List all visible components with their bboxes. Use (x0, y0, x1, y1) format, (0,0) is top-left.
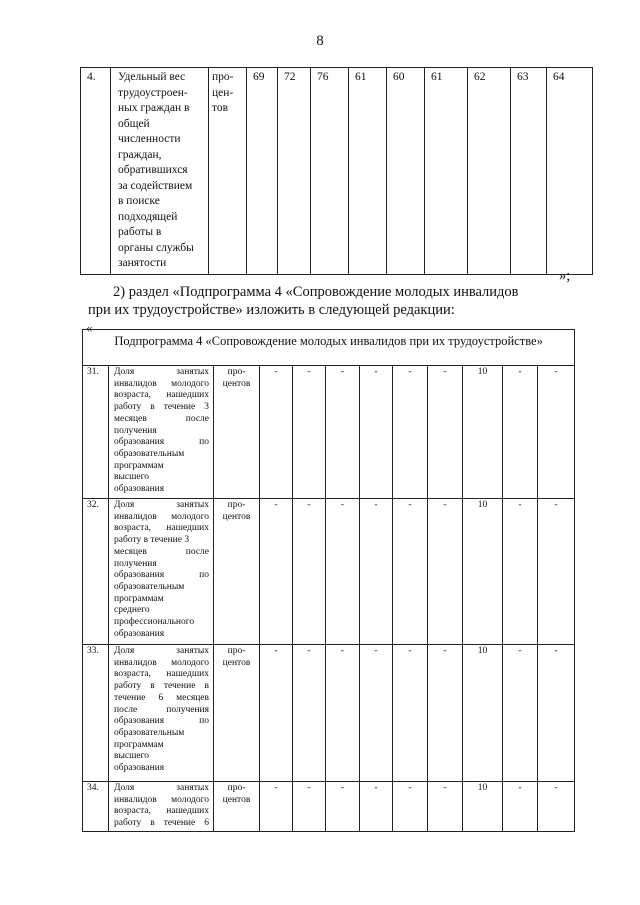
unit-cell: про- центов (214, 782, 260, 832)
value-cell: - (326, 645, 360, 782)
value-cell: - (260, 645, 293, 782)
value-cell: - (393, 782, 428, 832)
value-cell: - (260, 499, 293, 645)
table-row (83, 499, 575, 645)
value-cell: - (293, 499, 326, 645)
value-cell: - (326, 366, 360, 499)
value-cell: - (503, 366, 538, 499)
indicator-table-1 (80, 67, 593, 275)
value-cell: - (326, 499, 360, 645)
value-cell: - (428, 366, 463, 499)
value-cell: - (538, 366, 575, 499)
value-cell: 69 (247, 68, 278, 275)
value-cell: - (538, 645, 575, 782)
value-cell: - (538, 499, 575, 645)
value-cell: - (538, 782, 575, 832)
subprogram-title: Подпрограмма 4 «Сопровождение молодых инвалидов при их трудоустройстве» (83, 330, 575, 366)
value-cell: - (293, 366, 326, 499)
row-number: 4. (81, 68, 111, 275)
value-cell: 10 (463, 366, 503, 499)
value-cell: - (428, 782, 463, 832)
value-cell: - (293, 782, 326, 832)
value-cell: 63 (511, 68, 547, 275)
value-cell: 10 (463, 499, 503, 645)
value-cell: - (393, 645, 428, 782)
paragraph-line-1: 2) раздел «Подпрограмма 4 «Сопровождение молодых инвалидов (113, 284, 519, 300)
unit-cell: про- центов (214, 366, 260, 499)
value-cell: - (393, 366, 428, 499)
unit-cell: про- центов (214, 645, 260, 782)
value-cell: - (360, 366, 393, 499)
unit-cell: про- цен- тов (209, 68, 247, 275)
value-cell: - (360, 645, 393, 782)
table-row (83, 366, 575, 499)
value-cell: - (503, 645, 538, 782)
value-cell: - (428, 645, 463, 782)
value-cell: 76 (311, 68, 349, 275)
value-cell: - (503, 782, 538, 832)
value-cell: 10 (463, 782, 503, 832)
value-cell: - (326, 782, 360, 832)
indicator-description: Доля занятых инвалидов молодого возраста, нашедших работу в течение 3 месяцев после получения образования по образовательным программам среднего профессионального образования (109, 499, 214, 645)
indicator-description: Удельный вес трудоустроен- ных граждан в общей численности граждан, обратившихся за содействием в поиске подходящей работы в органы службы занятости (111, 68, 209, 275)
closing-quote-mark: »; (559, 268, 571, 284)
value-cell: - (360, 499, 393, 645)
value-cell: - (428, 499, 463, 645)
table-row (81, 68, 593, 275)
value-cell: 61 (349, 68, 387, 275)
row-number: 33. (83, 645, 109, 782)
page-number: 8 (316, 33, 324, 49)
table-row (83, 782, 575, 832)
value-cell: 61 (425, 68, 468, 275)
value-cell: - (260, 782, 293, 832)
value-cell: - (393, 499, 428, 645)
value-cell: 72 (278, 68, 311, 275)
value-cell: 64 (547, 68, 593, 275)
row-number: 32. (83, 499, 109, 645)
indicator-description: Доля занятых инвалидов молодого возраста, нашедших работу в течение в течение 6 месяцев после получения образования по образовательным программам высшего образования (109, 645, 214, 782)
table-row (83, 645, 575, 782)
row-number: 34. (83, 782, 109, 832)
unit-cell: про- центов (214, 499, 260, 645)
subprogram-table (82, 329, 575, 832)
table-header-row (83, 330, 575, 366)
value-cell: - (503, 499, 538, 645)
value-cell: 10 (463, 645, 503, 782)
opening-quote-mark: « (86, 320, 93, 335)
indicator-description: Доля занятых инвалидов молодого возраста, нашедших работу в течение 3 месяцев после получения образования по образовательным программам высшего образования (109, 366, 214, 499)
row-number: 31. (83, 366, 109, 499)
value-cell: 60 (387, 68, 425, 275)
value-cell: - (293, 645, 326, 782)
paragraph-line-2: при их трудоустройстве» изложить в следующей редакции: (88, 302, 455, 318)
value-cell: 62 (468, 68, 511, 275)
indicator-description: Доля занятых инвалидов молодого возраста, нашедших работу в течение 6 (109, 782, 214, 832)
value-cell: - (360, 782, 393, 832)
value-cell: - (260, 366, 293, 499)
